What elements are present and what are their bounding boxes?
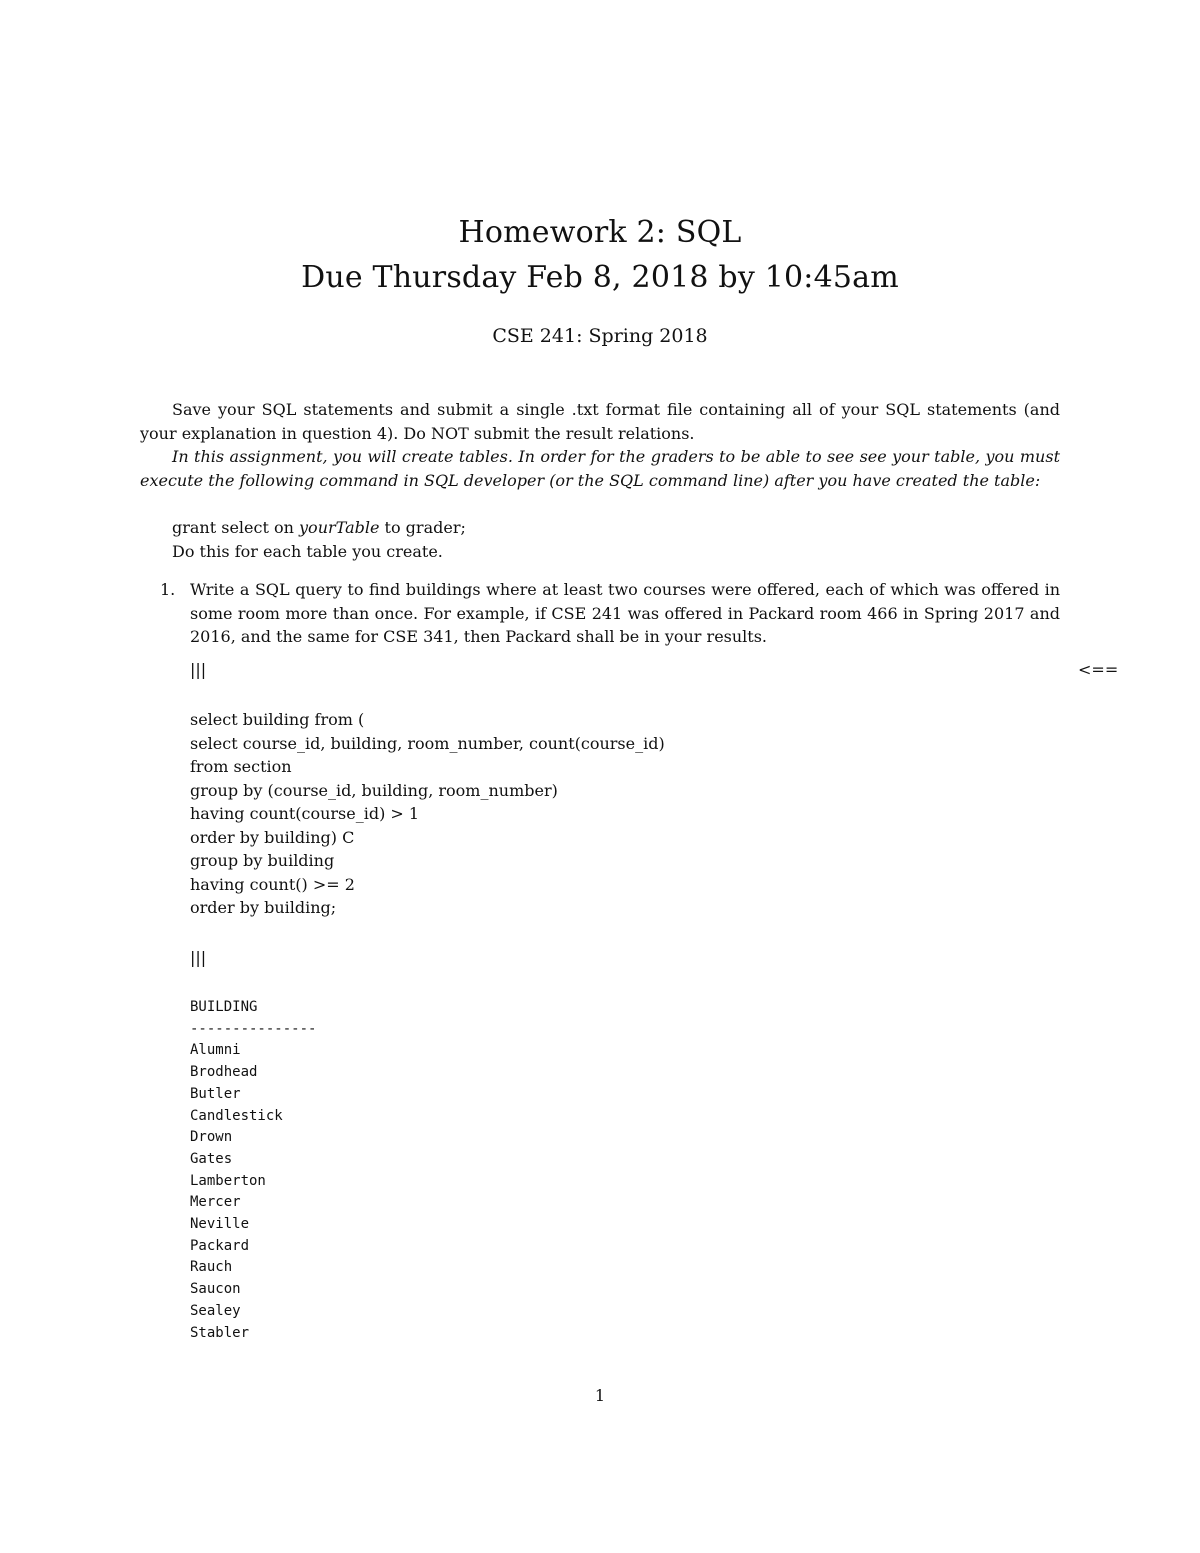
result-row: Stabler [190, 1324, 250, 1341]
result-rule: --------------- [190, 1020, 317, 1037]
query-results [190, 997, 316, 1344]
sql-line: select course_id, building, room_number, count(course_id) [190, 733, 665, 753]
sql-line: having count(course_id) > 1 [190, 804, 420, 823]
result-row: Butler [190, 1085, 241, 1102]
result-row: Candlestick [190, 1107, 283, 1124]
each-table-note: Do this for each table you create. [172, 542, 443, 561]
result-row: Sealey [190, 1302, 241, 1319]
grader-note: In this assignment, you will create tables. In order for the graders to be able to see see your table, you must execute the following command in SQL developer (or the SQL command line) after you have created the table: [140, 447, 1060, 490]
sql-answer [190, 708, 665, 920]
result-row: Drown [190, 1129, 233, 1146]
grant-command [172, 516, 466, 540]
page-number: 1 [594, 1386, 606, 1405]
question-1 [160, 578, 1060, 649]
result-row: Mercer [190, 1194, 241, 1211]
sql-line: having count() >= 2 [190, 874, 355, 894]
grant-suffix: to grader; [379, 518, 466, 537]
sql-line: select building from ( [190, 710, 365, 729]
result-row: Gates [190, 1150, 233, 1167]
course-label: CSE 241: Spring 2018 [492, 325, 708, 347]
answer-arrow: <== [1078, 660, 1119, 679]
result-header: BUILDING [190, 999, 258, 1015]
result-row: Packard [190, 1237, 250, 1254]
result-row: Alumni [190, 1042, 241, 1059]
grant-prefix: grant select on [172, 518, 300, 537]
due-date: Due Thursday Feb 8, 2018 by 10:45am [301, 260, 899, 295]
answer-end-marker: ||| [190, 948, 207, 967]
sql-line: group by building [190, 851, 335, 870]
sql-line: order by building) C [190, 827, 355, 847]
question-text: Write a SQL query to find buildings where at least two courses were offered, each of which was offered in some room more than once. For example, if CSE 241 was offered in Packard room 466 in Spring 2017 and 2016, and the same for CSE 341, then Packard shall be in your results. [190, 580, 1060, 646]
result-row: Rauch [190, 1259, 233, 1276]
intro-paragraph: Save your SQL statements and submit a single .txt format file containing all of your SQL statements (and your explanation in question 4). Do NOT submit the result relations. [140, 400, 1060, 443]
sql-line: from section [190, 757, 292, 776]
page-title: Homework 2: SQL [458, 215, 742, 250]
question-number: 1. [160, 580, 176, 599]
result-row: Brodhead [190, 1064, 258, 1081]
result-row: Saucon [190, 1281, 241, 1298]
grant-table-name: yourTable [299, 518, 380, 537]
result-row: Neville [190, 1216, 250, 1233]
result-row: Lamberton [190, 1172, 266, 1189]
sql-line: group by (course_id, building, room_number) [190, 780, 558, 800]
sql-line: order by building; [190, 898, 337, 917]
answer-start-marker: ||| [190, 660, 207, 679]
